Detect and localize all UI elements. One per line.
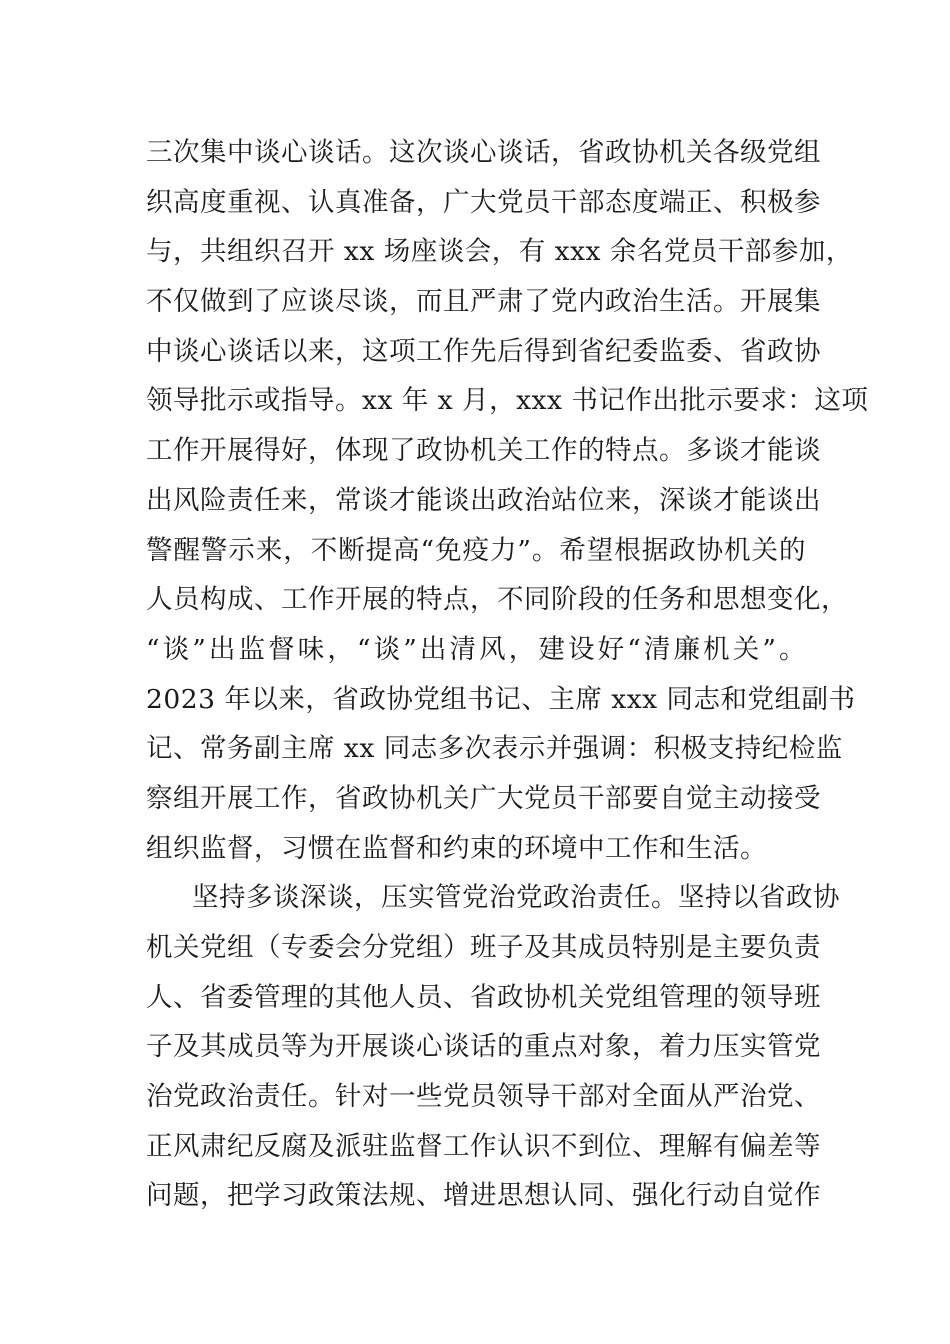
text-line: 察组开展工作，省政协机关广大党员干部要自觉主动接受 xyxy=(146,782,821,814)
text-line: 织高度重视、认真准备，广大党员干部态度端正、积极参 xyxy=(146,186,821,218)
paragraph-2 xyxy=(146,873,840,1221)
text-line: 机关党组（专委会分党组）班子及其成员特别是主要负责 xyxy=(146,932,821,963)
text-line: 出风险责任来，常谈才能谈出政治站位来，深谈才能谈出 xyxy=(146,484,821,516)
text-line: 警醒警示来，不断提高“免疫力”。希望根据政协机关的 xyxy=(146,534,806,566)
text-line: 与，共组织召开 xx 场座谈会，有 xxx 余名党员干部参加， xyxy=(146,236,853,268)
text-line: 记、常务副主席 xx 同志多次表示并强调：积极支持纪检监 xyxy=(146,733,843,765)
paragraph-1 xyxy=(146,128,869,873)
text-line: 人、省委管理的其他人员、省政协机关党组管理的领导班 xyxy=(146,981,821,1013)
text-line: 不仅做到了应谈尽谈，而且严肃了党内政治生活。开展集 xyxy=(146,286,821,318)
text-line: 组织监督，习惯在监督和约束的环境中工作和生活。 xyxy=(146,832,767,864)
text-line: 人员构成、工作开展的特点，不同阶段的任务和思想变化， xyxy=(146,584,848,616)
text-line: 2023 年以来，省政协党组书记、主席 xxx 同志和党组副书 xyxy=(146,683,856,715)
text-line: “谈”出监督味，“谈”出清风，建设好“清廉机关”。 xyxy=(146,633,806,665)
text-line: 工作开展得好，体现了政协机关工作的特点。多谈才能谈 xyxy=(146,435,821,467)
text-line: 中谈心谈话以来，这项工作先后得到省纪委监委、省政协 xyxy=(146,335,821,367)
text-line: 子及其成员等为开展谈心谈话的重点对象，着力压实管党 xyxy=(146,1031,821,1063)
text-line: 正风肃纪反腐及派驻监督工作认识不到位、理解有偏差等 xyxy=(146,1130,821,1162)
text-line: 问题，把学习政策法规、增进思想认同、强化行动自觉作 xyxy=(146,1180,821,1212)
text-line: 领导批示或指导。xx 年 x 月，xxx 书记作出批示要求：这项 xyxy=(146,385,869,417)
text-line: 三次集中谈心谈话。这次谈心谈话，省政协机关各级党组 xyxy=(146,137,821,168)
body-text xyxy=(146,128,869,1221)
text-line: 治党政治责任。针对一些党员领导干部对全面从严治党、 xyxy=(146,1081,821,1113)
text-line: 坚持多谈深谈，压实管党治党政治责任。坚持以省政协 xyxy=(192,882,840,914)
